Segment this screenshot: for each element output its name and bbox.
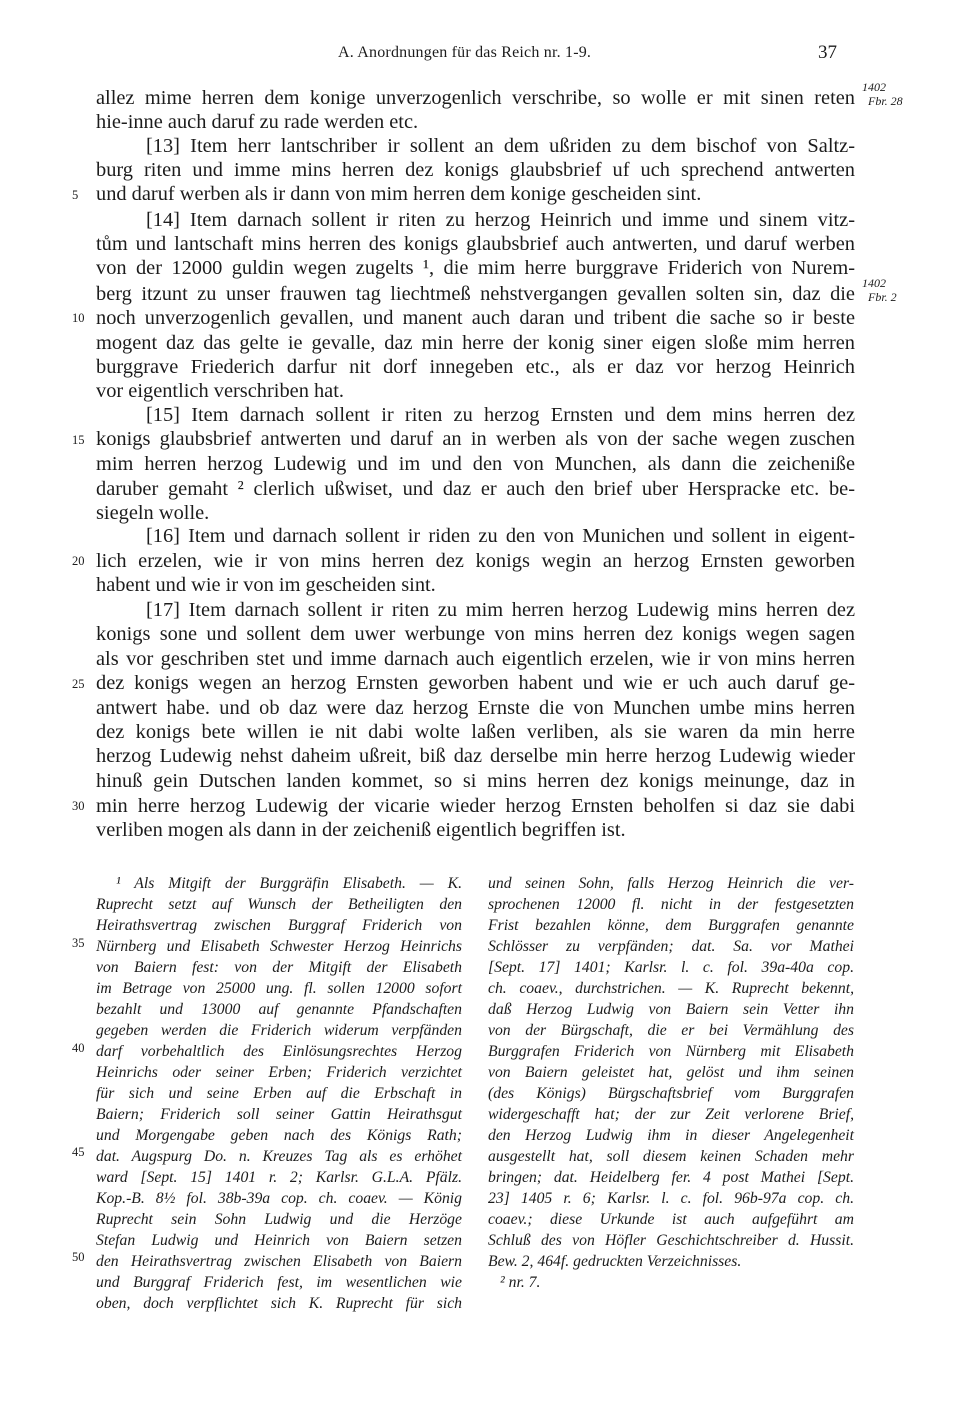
page-number: 37 (818, 42, 837, 63)
footnote-line: Heirathsvertrag zwischen Burggraf Friderich von (96, 917, 462, 934)
footnote-line: den Herzog Ludwig ihm in dieser Angelegenheit (488, 1127, 854, 1144)
footnote-line: darf vorbehaltlich des Einlösungsrechtes Herzog (96, 1043, 462, 1060)
line-number: 50 (72, 1250, 85, 1264)
margin-date (862, 80, 903, 108)
text-line: dez konigs wegen an herzog Ernsten geworben habent und wie er uch auch daruf ge- (96, 672, 855, 694)
text-line: hinuß gein Dutschen landen kommet, so si mins herren dez konigs meinunge, daz in (96, 770, 855, 792)
text-line: burg riten und imme mins herren dez konigs glaubsbrief uf uch sprechend antwerten (96, 159, 855, 181)
footnote-line: [Sept. 17] 1401; Karlsr. l. c. fol. 39a-40a cop. (488, 959, 854, 976)
line-number: 20 (72, 554, 85, 568)
line-number: 40 (72, 1041, 85, 1055)
running-title: A. Anordnungen für das Reich nr. 1-9. (338, 44, 592, 61)
footnote-line: Burggrafen Friderich von Nürnberg mit Elisabeth (488, 1043, 854, 1060)
line-number: 15 (72, 433, 85, 447)
footnote-line: Baiern; Friderich soll seiner Gattin Heirathsgut (96, 1106, 462, 1123)
line-number: 35 (72, 936, 85, 950)
text-line: antwert habe. und ob daz were daz herzog Ernste die von Munchen umbe mins herren (96, 697, 855, 719)
text-line: habent und wie ir von im gescheiden sint. (96, 574, 436, 596)
text-line: mim herren herzog Ludewig und im und den von Munchen, als dann die zeicheniße (96, 453, 855, 475)
footnote-line: von Baiern geleistet hat, gelöst und ihm seinen (488, 1064, 854, 1081)
text-line: [15] Item darnach sollent ir riten zu herzog Ernsten und dem mins herren dez (146, 404, 855, 426)
margin-date (862, 276, 897, 304)
line-number: 25 (72, 677, 85, 691)
margin-date-day: Fbr. 28 (868, 94, 903, 108)
footnote-line: ² nr. 7. (500, 1274, 541, 1291)
text-line: mogent daz das gelte ie gevalle, daz min herre der konig siner eigen sloße mim herren (96, 332, 855, 354)
line-number: 5 (72, 188, 79, 202)
footnote-line: von Baiern fest: von der Mitgift der Elisabeth (96, 959, 462, 976)
footnote-line: im Betrage von 25000 ung. fl. sollen 12000 sofort (96, 980, 462, 997)
line-number: 45 (72, 1145, 85, 1159)
footnote-line: Kop.-B. 8½ fol. 38b-39a cop. ch. coaev. — König (96, 1190, 462, 1207)
footnote-line: Stefan Ludwig und Heinrich von Baiern setzen (96, 1232, 462, 1249)
footnote-line: Frist bezahlen könne, dem Burggrafen genannte (488, 917, 854, 934)
text-line: [17] Item darnach sollent ir riten zu mim herren herzog Ludewig mins herren dez (146, 599, 855, 621)
text-line: berg itzunt zu unser frauwen tag liechtmeß nehstvergangen gevallen solten sin, daz die (96, 283, 855, 305)
running-head (0, 44, 960, 70)
text-line: min herre herzog Ludewig der vicarie wieder herzog Ernsten beholfen si daz sie dabi (96, 795, 855, 817)
text-line: herzog Ludewig nehst daheim ußreit, biß daz derselbe min herre herzog Ludewig wieder (96, 745, 855, 767)
footnote-line: und seinen Sohn, falls Herzog Heinrich die ver- (488, 875, 854, 892)
text-line: tům und lantschaft mins herren des konigs glaubsbrief auch antwerten, und daruf werben (96, 233, 855, 255)
text-line: verliben mogen als dann in der zeicheniß eigentlich begriffen ist. (96, 819, 626, 841)
text-line: konigs glaubsbrief antwerten und daruf an in werben als von der sache wegen zuschen (96, 428, 855, 450)
footnote-line: gegeben werden die Friderich widerum verpfänden (96, 1022, 462, 1039)
footnote-line: bezahlt und 13000 auf genannte Pfandschaften (96, 1001, 462, 1018)
footnote-line: (des Königs) Bürgschaftsbrief vom Burggrafen (488, 1085, 854, 1102)
line-number: 30 (72, 799, 85, 813)
text-line: vor eigentlich verschriben hat. (96, 380, 344, 402)
footnote-line: Ruprecht setzt auf Wunsch der Betheiligten den (96, 896, 462, 913)
text-line: allez mime herren dem konige unverzogenlich verschribe, so wolle er mit sinen reten (96, 87, 855, 109)
footnote-line: Bew. 2, 464f. gedruckten Verzeichnisses. (488, 1253, 742, 1270)
footnote-line: coaev.; diese Urkunde ist auch aufgeführt am (488, 1211, 854, 1228)
text-line: von der 12000 guldin wegen zugelts ¹, die mim herre burggrave Friderich von Nurem- (96, 257, 855, 279)
footnote-line: 23] 1405 r. 6; Karlsr. l. c. fol. 96b-97a cop. ch. (488, 1190, 854, 1207)
footnote-line: Nürnberg und Elisabeth Schwester Herzog Heinrichs (96, 938, 462, 955)
text-line: [13] Item herr lantschriber ir sollent an dem ußriden zu dem bischof von Saltz- (146, 135, 855, 157)
footnote-line: ch. coaev., durchstrichen. — K. Ruprecht bekennt, (488, 980, 854, 997)
footnote-line: sprochenen 12000 fl. nicht in der festgesetzten (488, 896, 854, 913)
footnote-line: widergeschafft hat; der zur Zeit verlorene Brief, (488, 1106, 854, 1123)
footnote-line: oben, doch verpflichtet sich K. Ruprecht für sich (96, 1295, 462, 1312)
footnote-line: Ruprecht sein Sohn Ludwig und die Herzöge (96, 1211, 462, 1228)
footnote-line: von der Bürgschaft, die er bei Vermählung des (488, 1022, 854, 1039)
text-line: hie-inne auch daruf zu rade werden etc. (96, 111, 419, 133)
footnote-line: für sich und seine Erben auf die Erbschaft in (96, 1085, 462, 1102)
footnote-line: und Morgengabe geben nach des Königs Rath; (96, 1127, 462, 1144)
footnote-line: Heinrichs oder seiner Erben; Friderich verzichtet (96, 1064, 462, 1081)
text-line: daruber gemaht ² clerlich ußwiset, und daz er auch den brief uber Herspracke etc. be- (96, 478, 855, 500)
text-line: konigs sone und sollent dem uwer werbunge von mins herren dez konigs wegen sagen (96, 623, 855, 645)
footnote-line: ward [Sept. 15] 1401 r. 2; Karlsr. G.L.A. Pfälz. (96, 1169, 462, 1186)
footnote-line: den Heirathsvertrag zwischen Elisabeth von Baiern (96, 1253, 462, 1270)
text-line: und daruf werben als ir dann von mim herren dem konige gescheiden sint. (96, 183, 702, 205)
footnote-line: Schlösser zu verpfänden; dat. Sa. vor Mathei (488, 938, 854, 955)
footnote-line: und Burggraf Friderich fest, im wesentlichen wie (96, 1274, 462, 1291)
margin-date-year: 1402 (862, 276, 886, 290)
margin-date-day: Fbr. 2 (868, 290, 897, 304)
text-line: lich erzelen, wie ir von mins herren dez konigs wegin an herzog Ernsten geworben (96, 550, 855, 572)
text-line: als vor geschriben stet und imme darnach auch eigentlich erzelen, wie ir von mins herren (96, 648, 855, 670)
margin-date-year: 1402 (862, 80, 886, 94)
text-line: burggrave Friederich darfur nit dorf innegeben etc., als er daz vor herzog Heinrich (96, 356, 855, 378)
text-line: [14] Item darnach sollent ir riten zu herzog Heinrich und imme und sinem vitz- (146, 209, 855, 231)
footnote-line: ausgestellt hat, soll diesem keinen Schaden mehr (488, 1148, 854, 1165)
text-line: [16] Item und darnach sollent ir riden zu den von Munichen und sollent in eigent- (146, 525, 855, 547)
footnote-line: ¹ Als Mitgift der Burggräfin Elisabeth. — K. (116, 875, 462, 892)
text-line: noch unverzogenlich gevallen, und manent auch daran und tribent die sache so ir beste (96, 307, 855, 329)
line-number: 10 (72, 311, 85, 325)
footnote-line: daß Herzog Ludwig von Baiern sein Vetter ihn (488, 1001, 854, 1018)
footnote-line: dat. Augspurg Do. n. Kreuzes Tag als es erhöhet (96, 1148, 462, 1165)
text-line: dez konigs bete willen ie nit dabi wolte laßen verliben, als sie waren da min herre (96, 721, 855, 743)
footnote-line: bringen; dat. Heidelberg fer. 4 post Mathei [Sept. (488, 1169, 854, 1186)
footnote-line: Schluß des von Höfler Geschichtschreiber d. Hussit. (488, 1232, 854, 1249)
text-line: siegeln wolle. (96, 502, 210, 524)
